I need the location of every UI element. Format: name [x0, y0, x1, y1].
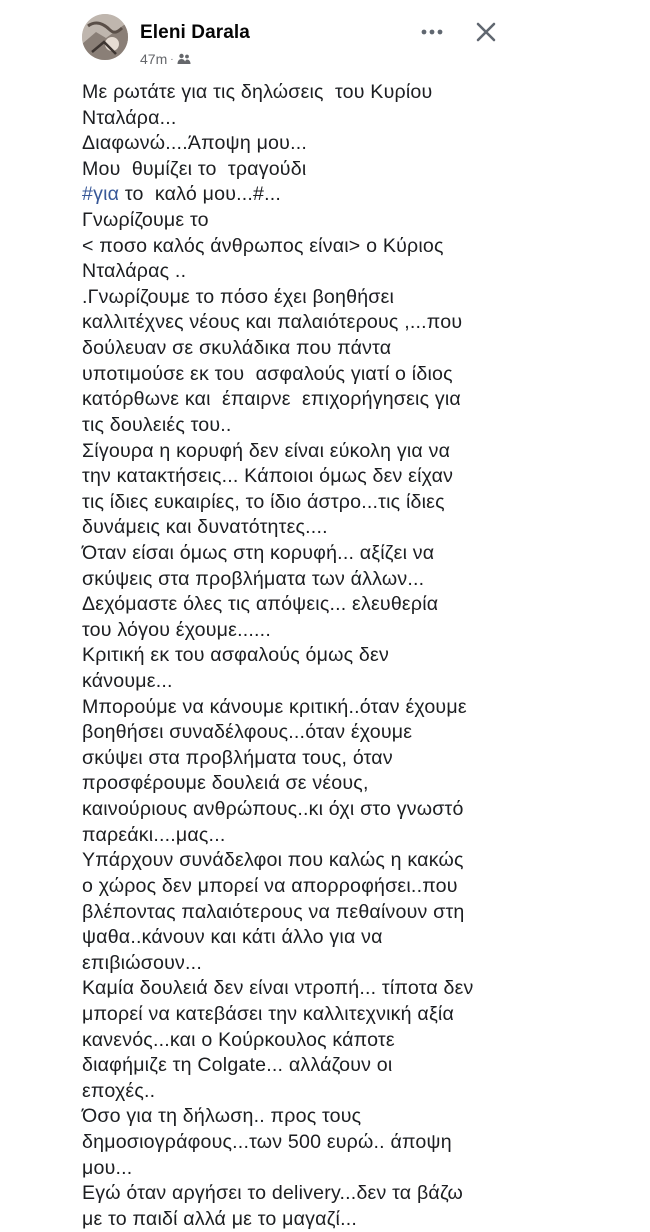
post-text-line: Γνωρίζουμε το [82, 209, 209, 232]
post-text-line: υποτιμούσε εκ του ασφαλούς γιατί ο ίδιος [82, 362, 453, 385]
post-text-line [82, 182, 522, 208]
close-icon [476, 22, 496, 42]
post-text-line: κάνουμε... [82, 670, 173, 693]
post-text-line: μου... [82, 1156, 133, 1179]
post-text-line: του λόγου έχουμε...... [82, 618, 271, 641]
post-text-line: εποχές.. [82, 1079, 156, 1102]
post-text-line: < ποσο καλός άνθρωπος είναι> ο Κύριος [82, 234, 444, 257]
post-meta [140, 51, 191, 67]
friends-icon [177, 53, 191, 65]
post-text-line: προσφέρουμε δουλειά σε νέους, [82, 772, 369, 795]
more-options-button[interactable] [415, 18, 449, 46]
post-body-text [82, 80, 522, 1232]
post-text-line: Καμία δουλειά δεν είναι ντροπή... τίποτα δεν [82, 977, 474, 1000]
post-text-line: τις δουλειές του.. [82, 413, 232, 436]
post-text-line: παρεάκι....μας... [82, 823, 226, 846]
post-text-line: καλλιτέχνες νέους και παλαιότερους ,...που [82, 311, 463, 334]
post-text-line: .Γνωρίζουμε το πόσο έχει βοηθήσει [82, 285, 395, 308]
post-text-line: ο χώρος δεν μπορεί να απορροφήσει..που [82, 874, 458, 897]
post-text-line: καινούριους ανθρώπους..κι όχι στο γνωστό [82, 798, 464, 821]
post-text-line: βοηθήσει συναδέλφους...όταν έχουμε [82, 721, 413, 744]
post-text-line: επιβιώσουν... [82, 951, 202, 974]
post-text-line: διαφήμιζε τη Colgate... αλλάζουν οι [82, 1054, 393, 1077]
post-text-line: Υπάρχουν συνάδελφοι που καλώς η κακώς [82, 849, 464, 872]
post-text-line: δυνάμεις και δυνατότητες.... [82, 516, 328, 539]
post-text-line: δούλευαν σε σκυλάδικα που πάντα [82, 337, 392, 360]
post-text-line: με το παιδί αλλά με το μαγαζί... [82, 1207, 358, 1230]
post-text-line: Εγώ όταν αργήσει το delivery...δεν τα βάζω [82, 1182, 463, 1205]
post-text-line: Όσο για τη δήλωση.. προς τους [82, 1105, 362, 1128]
author-name[interactable]: Eleni Darala [140, 22, 250, 43]
post-text-line: Νταλάρας .. [82, 260, 187, 283]
avatar[interactable] [82, 14, 128, 60]
post-text-line: σκύψει στα προβλήματα τους, όταν [82, 746, 393, 769]
post-text-line: Με ρωτάτε για τις δηλώσεις του Κυρίου [82, 81, 433, 103]
close-button[interactable] [470, 16, 502, 48]
post-text-line: Κριτική εκ του ασφαλούς όμως δεν [82, 644, 389, 667]
post-time[interactable]: 47m [140, 51, 168, 67]
post-text-line: βλέποντας παλαιότερους να πεθαίνουν στη [82, 900, 465, 923]
post-text-segment: το καλό μου...#... [119, 183, 282, 206]
post-text-line: Μου θυμίζει το τραγούδι [82, 157, 307, 180]
post-text-line: Σίγουρα η κορυφή δεν είναι εύκολη για να [82, 439, 451, 462]
post-text-line: τις ίδιες ευκαιρίες, το ίδιο άστρο...τις ίδιες [82, 490, 445, 513]
post-text-line: ψαθα..κάνουν και κάτι άλλο για να [82, 926, 383, 949]
post-text-line: κατόρθωνε και έπαιρνε επιχορήγησεις για [82, 388, 461, 411]
post-text-line: μπορεί να κατεβάσει την καλλιτεχνική αξία [82, 1002, 454, 1025]
post-header [0, 0, 650, 75]
post-text-line: την κατακτήσεις... Κάποιοι όμως δεν είχαν [82, 465, 454, 488]
post-text-line: κανενός...και ο Κούρκουλος κάποτε [82, 1028, 395, 1051]
more-horizontal-icon [421, 29, 443, 35]
profile-photo-icon [82, 14, 128, 60]
hashtag-link[interactable]: #για [82, 183, 120, 206]
post-text-line: Νταλάρα... [82, 106, 177, 129]
post-text-line: Δεχόμαστε όλες τις απόψεις... ελευθερία [82, 593, 439, 616]
post-text-line: Όταν είσαι όμως στη κορυφή... αξίζει να [82, 541, 435, 564]
post-text-line: σκύψεις στα προβλήματα των άλλων... [82, 567, 425, 590]
post-text-line: Μπορούμε να κάνουμε κριτική..όταν έχουμε [82, 695, 467, 718]
meta-separator: · [170, 53, 174, 65]
post-text-line: Διαφωνώ....Άποψη μου... [82, 132, 308, 155]
post-text-line: δημοσιογράφους...των 500 ευρώ.. άποψη [82, 1130, 452, 1153]
